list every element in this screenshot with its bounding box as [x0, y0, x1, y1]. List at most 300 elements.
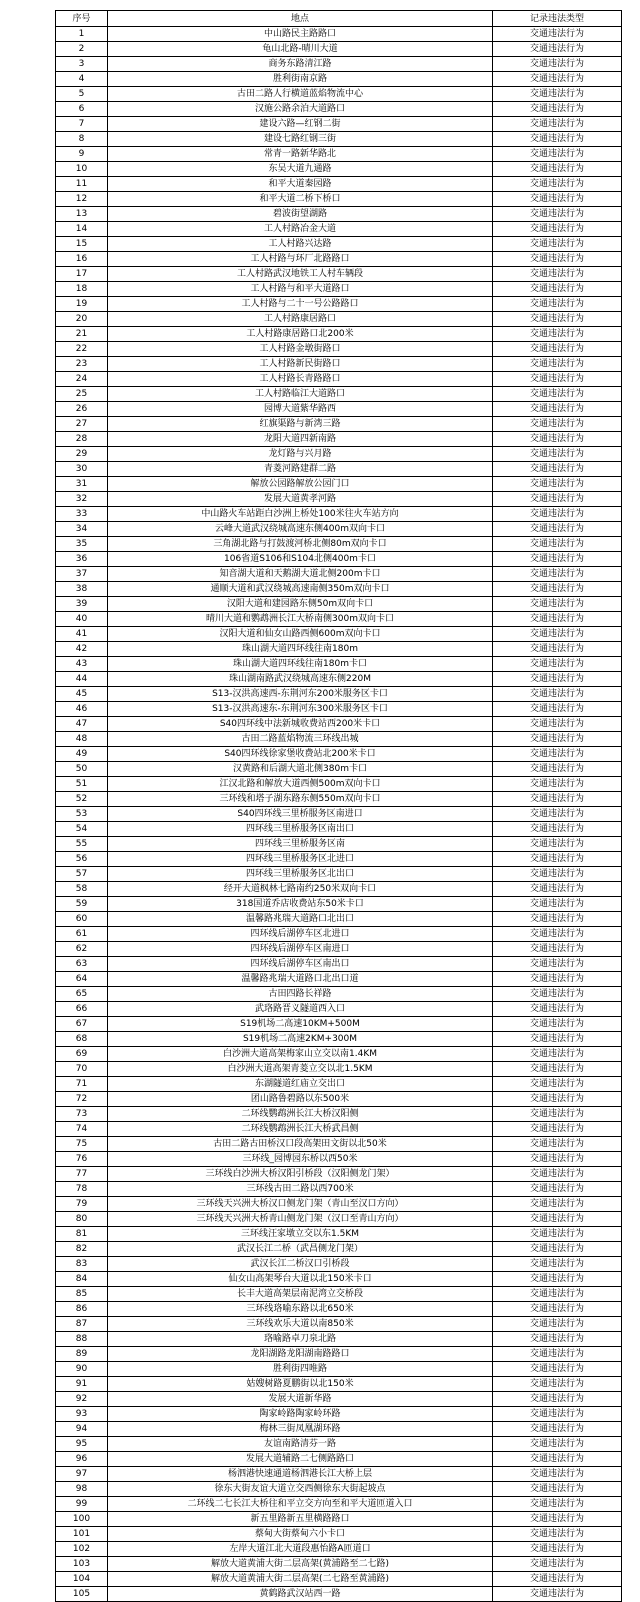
row-violation-type: 交通违法行为	[493, 1047, 622, 1062]
row-location: 二环线鹦鹉洲长江大桥汉阳侧	[108, 1107, 493, 1122]
row-location: S40四环线三里桥服务区南进口	[108, 807, 493, 822]
row-index: 23	[56, 357, 108, 372]
row-violation-type: 交通违法行为	[493, 1587, 622, 1602]
table-row	[56, 1317, 622, 1332]
row-location: 姑嫂树路夏鹏街以北150米	[108, 1377, 493, 1392]
row-index: 7	[56, 117, 108, 132]
table-row	[56, 462, 622, 477]
row-index: 87	[56, 1317, 108, 1332]
row-violation-type: 交通违法行为	[493, 1422, 622, 1437]
row-violation-type: 交通违法行为	[493, 177, 622, 192]
row-location: 三环线古田二路以西700米	[108, 1182, 493, 1197]
row-location: 工人村路临江大道路口	[108, 387, 493, 402]
row-location: 徐东大街友谊大道立交西侧徐东大街起坡点	[108, 1482, 493, 1497]
row-violation-type: 交通违法行为	[493, 1317, 622, 1332]
table-row	[56, 1227, 622, 1242]
table-row	[56, 612, 622, 627]
row-violation-type: 交通违法行为	[493, 327, 622, 342]
row-location: 发展大道辅路二七侧路路口	[108, 1452, 493, 1467]
row-location: 珞喻路卓刀泉北路	[108, 1332, 493, 1347]
row-location: 武汉长江二桥汉口引桥段	[108, 1257, 493, 1272]
row-location: S19机场二高速10KM+500M	[108, 1017, 493, 1032]
row-location: 友谊南路清芬一路	[108, 1437, 493, 1452]
row-violation-type: 交通违法行为	[493, 702, 622, 717]
table-row	[56, 1572, 622, 1587]
row-violation-type: 交通违法行为	[493, 282, 622, 297]
table-row	[56, 1362, 622, 1377]
row-index: 53	[56, 807, 108, 822]
row-index: 34	[56, 522, 108, 537]
table-row	[56, 1122, 622, 1137]
row-location: 仙女山高架琴台大道以北150米卡口	[108, 1272, 493, 1287]
row-index: 69	[56, 1047, 108, 1062]
row-violation-type: 交通违法行为	[493, 1122, 622, 1137]
row-location: 二环线鹦鹉洲长江大桥武昌侧	[108, 1122, 493, 1137]
row-violation-type: 交通违法行为	[493, 567, 622, 582]
row-location: S40四环线中法新城收费站西200米卡口	[108, 717, 493, 732]
row-index: 29	[56, 447, 108, 462]
row-index: 102	[56, 1542, 108, 1557]
row-location: 黄鹤路武汉站西一路	[108, 1587, 493, 1602]
table-row	[56, 507, 622, 522]
row-index: 52	[56, 792, 108, 807]
row-violation-type: 交通违法行为	[493, 1332, 622, 1347]
row-violation-type: 交通违法行为	[493, 1512, 622, 1527]
row-location: 三环线天兴洲大桥青山侧龙门架（汉口至青山方向）	[108, 1212, 493, 1227]
row-index: 21	[56, 327, 108, 342]
row-index: 101	[56, 1527, 108, 1542]
row-violation-type: 交通违法行为	[493, 672, 622, 687]
row-location: 四环线三里桥服务区北出口	[108, 867, 493, 882]
row-violation-type: 交通违法行为	[493, 807, 622, 822]
row-index: 67	[56, 1017, 108, 1032]
row-violation-type: 交通违法行为	[493, 357, 622, 372]
row-location: 常青一路新华路北	[108, 147, 493, 162]
table-row	[56, 627, 622, 642]
row-index: 95	[56, 1437, 108, 1452]
row-location: 古田二路蓝焰物流三环线出城	[108, 732, 493, 747]
row-violation-type: 交通违法行为	[493, 1077, 622, 1092]
row-location: 解放大道黄浦大街二层高架(黄浦路至二七路)	[108, 1557, 493, 1572]
row-index: 14	[56, 222, 108, 237]
row-location: 园博大道紫华路西	[108, 402, 493, 417]
row-index: 6	[56, 102, 108, 117]
table-row	[56, 1332, 622, 1347]
row-location: 温馨路兆瑞大道路口北出口	[108, 912, 493, 927]
row-index: 3	[56, 57, 108, 72]
row-location: 汉施公路余泊大道路口	[108, 102, 493, 117]
row-index: 103	[56, 1557, 108, 1572]
table-row	[56, 912, 622, 927]
row-index: 1	[56, 27, 108, 42]
row-index: 78	[56, 1182, 108, 1197]
table-row	[56, 747, 622, 762]
row-violation-type: 交通违法行为	[493, 732, 622, 747]
table-row	[56, 372, 622, 387]
row-violation-type: 交通违法行为	[493, 792, 622, 807]
row-index: 85	[56, 1287, 108, 1302]
row-violation-type: 交通违法行为	[493, 192, 622, 207]
row-violation-type: 交通违法行为	[493, 147, 622, 162]
row-location: 温馨路兆瑞大道路口北出口道	[108, 972, 493, 987]
row-location: 左岸大道江北大道段惠怡路A匝道口	[108, 1542, 493, 1557]
row-location: 发展大道新华路	[108, 1392, 493, 1407]
table-row	[56, 942, 622, 957]
table-row	[56, 27, 622, 42]
table-row	[56, 192, 622, 207]
row-location: 三环线白沙洲大桥汉阳引桥段（汉阳侧龙门架）	[108, 1167, 493, 1182]
table-row	[56, 1482, 622, 1497]
row-violation-type: 交通违法行为	[493, 1107, 622, 1122]
row-violation-type: 交通违法行为	[493, 477, 622, 492]
row-violation-type: 交通违法行为	[493, 297, 622, 312]
row-violation-type: 交通违法行为	[493, 57, 622, 72]
row-violation-type: 交通违法行为	[493, 222, 622, 237]
table-row	[56, 1182, 622, 1197]
table-row	[56, 147, 622, 162]
row-location: 建设七路红钢三街	[108, 132, 493, 147]
row-violation-type: 交通违法行为	[493, 837, 622, 852]
table-row	[56, 1542, 622, 1557]
row-location: 汉阳大道和仙女山路西侧600m双向卡口	[108, 627, 493, 642]
row-location: 工人村路金墩街路口	[108, 342, 493, 357]
row-index: 41	[56, 627, 108, 642]
row-index: 32	[56, 492, 108, 507]
row-index: 45	[56, 687, 108, 702]
table-row	[56, 447, 622, 462]
row-violation-type: 交通违法行为	[493, 942, 622, 957]
row-location: 和平大道二桥下桥口	[108, 192, 493, 207]
row-violation-type: 交通违法行为	[493, 852, 622, 867]
row-violation-type: 交通违法行为	[493, 762, 622, 777]
row-location: 解放大道黄浦大街二层高架(二七路至黄浦路)	[108, 1572, 493, 1587]
table-row	[56, 282, 622, 297]
table-row	[56, 1032, 622, 1047]
row-index: 18	[56, 282, 108, 297]
row-violation-type: 交通违法行为	[493, 447, 622, 462]
row-location: 胜利街南京路	[108, 72, 493, 87]
table-row	[56, 357, 622, 372]
row-violation-type: 交通违法行为	[493, 1272, 622, 1287]
table-row	[56, 1002, 622, 1017]
row-violation-type: 交通违法行为	[493, 42, 622, 57]
row-location: 工人村路与环厂北路路口	[108, 252, 493, 267]
table-row	[56, 432, 622, 447]
row-location: 白沙洲大道高架梅家山立交以南1.4KM	[108, 1047, 493, 1062]
row-index: 57	[56, 867, 108, 882]
table-row	[56, 672, 622, 687]
row-location: 工人村路冶金大道	[108, 222, 493, 237]
table-row	[56, 1467, 622, 1482]
row-index: 100	[56, 1512, 108, 1527]
row-index: 22	[56, 342, 108, 357]
row-index: 50	[56, 762, 108, 777]
table-row	[56, 1557, 622, 1572]
table-row	[56, 1377, 622, 1392]
row-index: 81	[56, 1227, 108, 1242]
row-index: 82	[56, 1242, 108, 1257]
row-violation-type: 交通违法行为	[493, 1017, 622, 1032]
row-violation-type: 交通违法行为	[493, 1182, 622, 1197]
row-location: 四环线后湖停车区南出口	[108, 957, 493, 972]
row-location: 四环线三里桥服务区南	[108, 837, 493, 852]
row-location: 知音湖大道和天鹅湖大道北侧200m卡口	[108, 567, 493, 582]
row-location: 经开大道枫林七路南约250米双向卡口	[108, 882, 493, 897]
row-location: 三环线天兴洲大桥汉口侧龙门架（青山至汉口方向）	[108, 1197, 493, 1212]
row-index: 16	[56, 252, 108, 267]
row-index: 64	[56, 972, 108, 987]
row-violation-type: 交通违法行为	[493, 642, 622, 657]
row-violation-type: 交通违法行为	[493, 1227, 622, 1242]
row-index: 89	[56, 1347, 108, 1362]
table-row	[56, 57, 622, 72]
table-row	[56, 1047, 622, 1062]
row-location: 三环线欢乐大道以南850米	[108, 1317, 493, 1332]
row-violation-type: 交通违法行为	[493, 1392, 622, 1407]
row-index: 30	[56, 462, 108, 477]
row-violation-type: 交通违法行为	[493, 1437, 622, 1452]
table-row	[56, 477, 622, 492]
row-location: 四环线三里桥服务区北进口	[108, 852, 493, 867]
table-row	[56, 927, 622, 942]
table-row	[56, 702, 622, 717]
row-violation-type: 交通违法行为	[493, 342, 622, 357]
table-row	[56, 162, 622, 177]
row-index: 73	[56, 1107, 108, 1122]
table-row	[56, 1257, 622, 1272]
row-location: 古田二路人行横道蓝焰物流中心	[108, 87, 493, 102]
row-index: 62	[56, 942, 108, 957]
row-violation-type: 交通违法行为	[493, 987, 622, 1002]
row-location: 工人村路与和平大道路口	[108, 282, 493, 297]
table-row	[56, 762, 622, 777]
row-index: 35	[56, 537, 108, 552]
traffic-violation-locations-sheet	[55, 10, 622, 1602]
row-location: 胜利街四唯路	[108, 1362, 493, 1377]
row-violation-type: 交通违法行为	[493, 1377, 622, 1392]
row-index: 66	[56, 1002, 108, 1017]
row-location: 工人村路与二十一号公路路口	[108, 297, 493, 312]
table-row	[56, 1392, 622, 1407]
row-location: 龙灯路与兴月路	[108, 447, 493, 462]
row-violation-type: 交通违法行为	[493, 1527, 622, 1542]
row-violation-type: 交通违法行为	[493, 1347, 622, 1362]
row-location: 红旗渠路与新湾三路	[108, 417, 493, 432]
table-row	[56, 1347, 622, 1362]
row-index: 92	[56, 1392, 108, 1407]
row-location: S19机场二高速2KM+300M	[108, 1032, 493, 1047]
row-location: 建设六路—红钢二街	[108, 117, 493, 132]
row-index: 54	[56, 822, 108, 837]
table-row	[56, 1287, 622, 1302]
row-violation-type: 交通违法行为	[493, 522, 622, 537]
row-violation-type: 交通违法行为	[493, 897, 622, 912]
row-violation-type: 交通违法行为	[493, 1482, 622, 1497]
table-row	[56, 222, 622, 237]
row-location: 珠山湖大道四环线往南180m卡口	[108, 657, 493, 672]
row-index: 17	[56, 267, 108, 282]
table-row	[56, 837, 622, 852]
table-row	[56, 987, 622, 1002]
row-violation-type: 交通违法行为	[493, 1467, 622, 1482]
row-index: 33	[56, 507, 108, 522]
row-index: 12	[56, 192, 108, 207]
row-location: 四环线后湖停车区北进口	[108, 927, 493, 942]
row-violation-type: 交通违法行为	[493, 927, 622, 942]
table-row	[56, 117, 622, 132]
row-index: 36	[56, 552, 108, 567]
table-row	[56, 1437, 622, 1452]
row-index: 26	[56, 402, 108, 417]
row-location: 三环线_园博园东桥以西50米	[108, 1152, 493, 1167]
row-violation-type: 交通违法行为	[493, 882, 622, 897]
row-violation-type: 交通违法行为	[493, 417, 622, 432]
row-violation-type: 交通违法行为	[493, 777, 622, 792]
row-violation-type: 交通违法行为	[493, 717, 622, 732]
row-location: 杨泗港快速通道杨泗港长江大桥上层	[108, 1467, 493, 1482]
row-index: 96	[56, 1452, 108, 1467]
table-row	[56, 642, 622, 657]
row-location: 武珞路晋义隧道西入口	[108, 1002, 493, 1017]
table-row	[56, 807, 622, 822]
row-violation-type: 交通违法行为	[493, 117, 622, 132]
table-row	[56, 327, 622, 342]
row-location: 珠山湖南路武汉绕城高速东侧220M	[108, 672, 493, 687]
table-row	[56, 537, 622, 552]
row-violation-type: 交通违法行为	[493, 312, 622, 327]
row-violation-type: 交通违法行为	[493, 687, 622, 702]
row-violation-type: 交通违法行为	[493, 867, 622, 882]
row-violation-type: 交通违法行为	[493, 537, 622, 552]
table-row	[56, 522, 622, 537]
row-index: 83	[56, 1257, 108, 1272]
table-row	[56, 72, 622, 87]
row-index: 51	[56, 777, 108, 792]
row-location: 汉阳大道和建园路东侧50m双向卡口	[108, 597, 493, 612]
row-violation-type: 交通违法行为	[493, 462, 622, 477]
table-row	[56, 552, 622, 567]
row-violation-type: 交通违法行为	[493, 252, 622, 267]
table-row	[56, 1017, 622, 1032]
row-index: 10	[56, 162, 108, 177]
table-row	[56, 597, 622, 612]
row-violation-type: 交通违法行为	[493, 207, 622, 222]
row-location: 解放公园路解放公园门口	[108, 477, 493, 492]
row-location: 工人村路康居路口	[108, 312, 493, 327]
row-index: 70	[56, 1062, 108, 1077]
row-violation-type: 交通违法行为	[493, 1497, 622, 1512]
row-index: 25	[56, 387, 108, 402]
table-row	[56, 957, 622, 972]
row-index: 39	[56, 597, 108, 612]
row-index: 40	[56, 612, 108, 627]
row-index: 31	[56, 477, 108, 492]
row-index: 47	[56, 717, 108, 732]
row-index: 93	[56, 1407, 108, 1422]
row-index: 71	[56, 1077, 108, 1092]
table-body	[56, 27, 622, 1602]
row-violation-type: 交通违法行为	[493, 747, 622, 762]
table-row	[56, 897, 622, 912]
row-location: 古田四路长祥路	[108, 987, 493, 1002]
table-row	[56, 867, 622, 882]
row-location: 龟山北路-晴川大道	[108, 42, 493, 57]
row-index: 63	[56, 957, 108, 972]
row-index: 99	[56, 1497, 108, 1512]
table-header-row	[56, 11, 622, 27]
row-violation-type: 交通违法行为	[493, 612, 622, 627]
row-location: 二环线二七长江大桥往和平立交方向至和平大道匝道入口	[108, 1497, 493, 1512]
table-row	[56, 657, 622, 672]
table-row	[56, 1422, 622, 1437]
row-location: 106省道S106和S104北侧400m卡口	[108, 552, 493, 567]
row-index: 97	[56, 1467, 108, 1482]
row-violation-type: 交通违法行为	[493, 1302, 622, 1317]
row-violation-type: 交通违法行为	[493, 1212, 622, 1227]
row-violation-type: 交通违法行为	[493, 372, 622, 387]
row-index: 38	[56, 582, 108, 597]
row-index: 9	[56, 147, 108, 162]
table-row	[56, 1272, 622, 1287]
row-violation-type: 交通违法行为	[493, 387, 622, 402]
row-violation-type: 交通违法行为	[493, 972, 622, 987]
row-violation-type: 交通违法行为	[493, 1572, 622, 1587]
row-location: 陶家岭路陶家岭环路	[108, 1407, 493, 1422]
table-row	[56, 207, 622, 222]
row-violation-type: 交通违法行为	[493, 552, 622, 567]
table-row	[56, 132, 622, 147]
row-violation-type: 交通违法行为	[493, 1197, 622, 1212]
row-location: 古田二路古田桥汉口段高架田文街以北50米	[108, 1137, 493, 1152]
row-index: 68	[56, 1032, 108, 1047]
table-row	[56, 822, 622, 837]
table-row	[56, 1587, 622, 1602]
row-index: 44	[56, 672, 108, 687]
row-violation-type: 交通违法行为	[493, 1032, 622, 1047]
row-violation-type: 交通违法行为	[493, 1167, 622, 1182]
row-location: S13-汉洪高速东-东荆河东300米服务区卡口	[108, 702, 493, 717]
table-row	[56, 777, 622, 792]
table-row	[56, 1077, 622, 1092]
header-location: 地点	[108, 11, 493, 27]
row-location: 龙阳大道四新南路	[108, 432, 493, 447]
row-index: 49	[56, 747, 108, 762]
row-index: 75	[56, 1137, 108, 1152]
row-index: 55	[56, 837, 108, 852]
row-violation-type: 交通违法行为	[493, 627, 622, 642]
table-row	[56, 582, 622, 597]
row-location: S40四环线徐家堡收费站北200米卡口	[108, 747, 493, 762]
table-row	[56, 1092, 622, 1107]
row-location: 三环线汪家墩立交以东1.5KM	[108, 1227, 493, 1242]
table-row	[56, 42, 622, 57]
table-row	[56, 1137, 622, 1152]
row-index: 98	[56, 1482, 108, 1497]
row-location: 晴川大道和鹦鹉洲长江大桥南侧300m双向卡口	[108, 612, 493, 627]
table-row	[56, 252, 622, 267]
row-violation-type: 交通违法行为	[493, 1062, 622, 1077]
table-row	[56, 1167, 622, 1182]
row-index: 58	[56, 882, 108, 897]
row-location: 云峰大道武汉绕城高速东侧400m双向卡口	[108, 522, 493, 537]
table-row	[56, 1107, 622, 1122]
row-location: 中山路民主路路口	[108, 27, 493, 42]
table-row	[56, 882, 622, 897]
row-violation-type: 交通违法行为	[493, 237, 622, 252]
table-row	[56, 342, 622, 357]
row-location: 工人村路武汉地铁工人村车辆段	[108, 267, 493, 282]
row-violation-type: 交通违法行为	[493, 102, 622, 117]
